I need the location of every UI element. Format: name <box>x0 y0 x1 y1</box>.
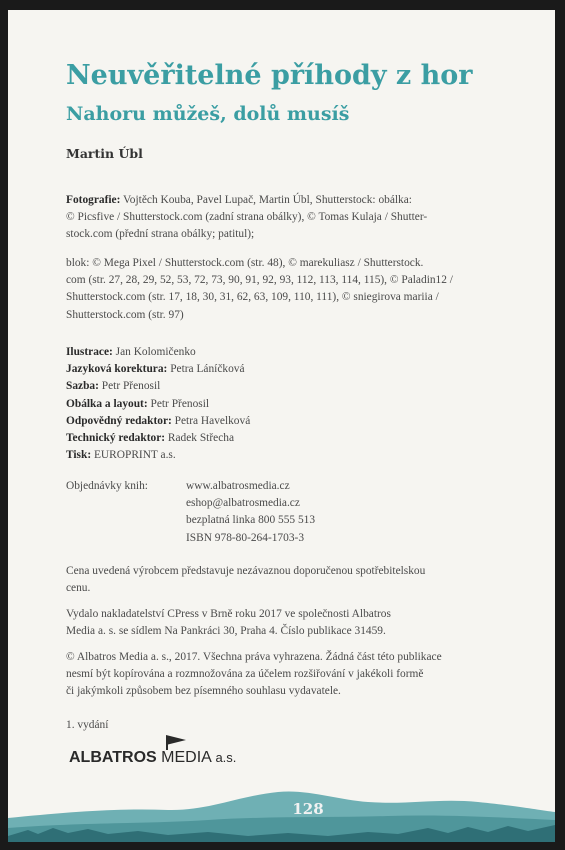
page-number: 128 <box>292 800 324 818</box>
block-credits-line4: Shutterstock.com (str. 97) <box>66 308 184 321</box>
mountain-footer <box>8 778 555 842</box>
credit-cover-layout: Obálka a layout: Petr Přenosil <box>66 397 210 410</box>
book-subtitle: Nahoru můžeš, dolů musíš <box>66 103 350 125</box>
orders-web: www.albatrosmedia.cz <box>186 480 290 492</box>
staff-credits <box>66 344 250 464</box>
orders-isbn: ISBN 978-80-264-1703-3 <box>186 531 305 544</box>
photo-credits-line3: stock.com (přední strana obálky; patitul); <box>66 228 255 241</box>
credit-print: Tisk: EUROPRINT a.s. <box>66 449 176 462</box>
logo-flag-icon <box>166 735 186 745</box>
orders-label: Objednávky knih: <box>66 480 148 492</box>
block-credits <box>66 255 546 324</box>
photo-credits-line1: Vojtěch Kouba, Pavel Lupač, Martin Úbl, Shutterstock: obálka: <box>120 194 412 206</box>
orders-phone: bezplatná linka 800 555 513 <box>186 514 316 527</box>
edition: 1. vydání <box>66 719 109 731</box>
book-title: Neuvěřitelné příhody z hor <box>66 60 473 91</box>
publisher-note: Vydalo nakladatelství CPress v Brně roku 2017 ve společnosti Albatros Media a. s. se sídlem Na Pankráci 30, Praha 4. Číslo publikace 31459. <box>66 608 391 638</box>
book-page <box>8 10 555 842</box>
publisher-logo: ALBATROS MEDIA a.s. <box>66 735 266 771</box>
credit-technical-editor: Technický redaktor: Radek Střecha <box>66 432 234 445</box>
block-credits-line1: blok: © Mega Pixel / Shutterstock.com (str. 48), © marekuliasz / Shutterstock. <box>66 257 424 269</box>
block-credits-line3: Shutterstock.com (str. 17, 18, 30, 31, 62, 63, 109, 110, 111), © sniegirova mariia / <box>66 291 439 304</box>
copyright-note: © Albatros Media a. s., 2017. Všechna práva vyhrazena. Žádná část této publikace nesmí být kopírována a rozmnožována za účelem rozšiřování v jakékoli formě či jakýmkoli způsobem bez písemného souhlasu vydavatele. <box>66 651 442 698</box>
block-credits-line2: com (str. 27, 28, 29, 52, 53, 72, 73, 90, 91, 92, 93, 112, 113, 114, 115), © Paladin12 / <box>66 274 453 287</box>
credit-responsible-editor: Odpovědný redaktor: Petra Havelková <box>66 414 251 427</box>
photo-credits <box>66 192 546 244</box>
photo-credits-label: Fotografie: <box>66 194 121 206</box>
credit-typesetting: Sazba: Petr Přenosil <box>66 380 161 393</box>
price-note: Cena uvedená výrobcem představuje nezávaznou doporučenou spotřebitelskou cenu. <box>66 565 426 595</box>
orders-email: eshop@albatrosmedia.cz <box>186 497 300 510</box>
credit-illustration: Ilustrace: Jan Kolomičenko <box>66 346 196 358</box>
photo-credits-line2: © Picsfive / Shutterstock.com (zadní strana obálky), © Tomas Kulaja / Shutter- <box>66 211 428 224</box>
book-author: Martin Úbl <box>66 146 143 161</box>
credit-proofreading: Jazyková korektura: Petra Láníčková <box>66 363 245 376</box>
